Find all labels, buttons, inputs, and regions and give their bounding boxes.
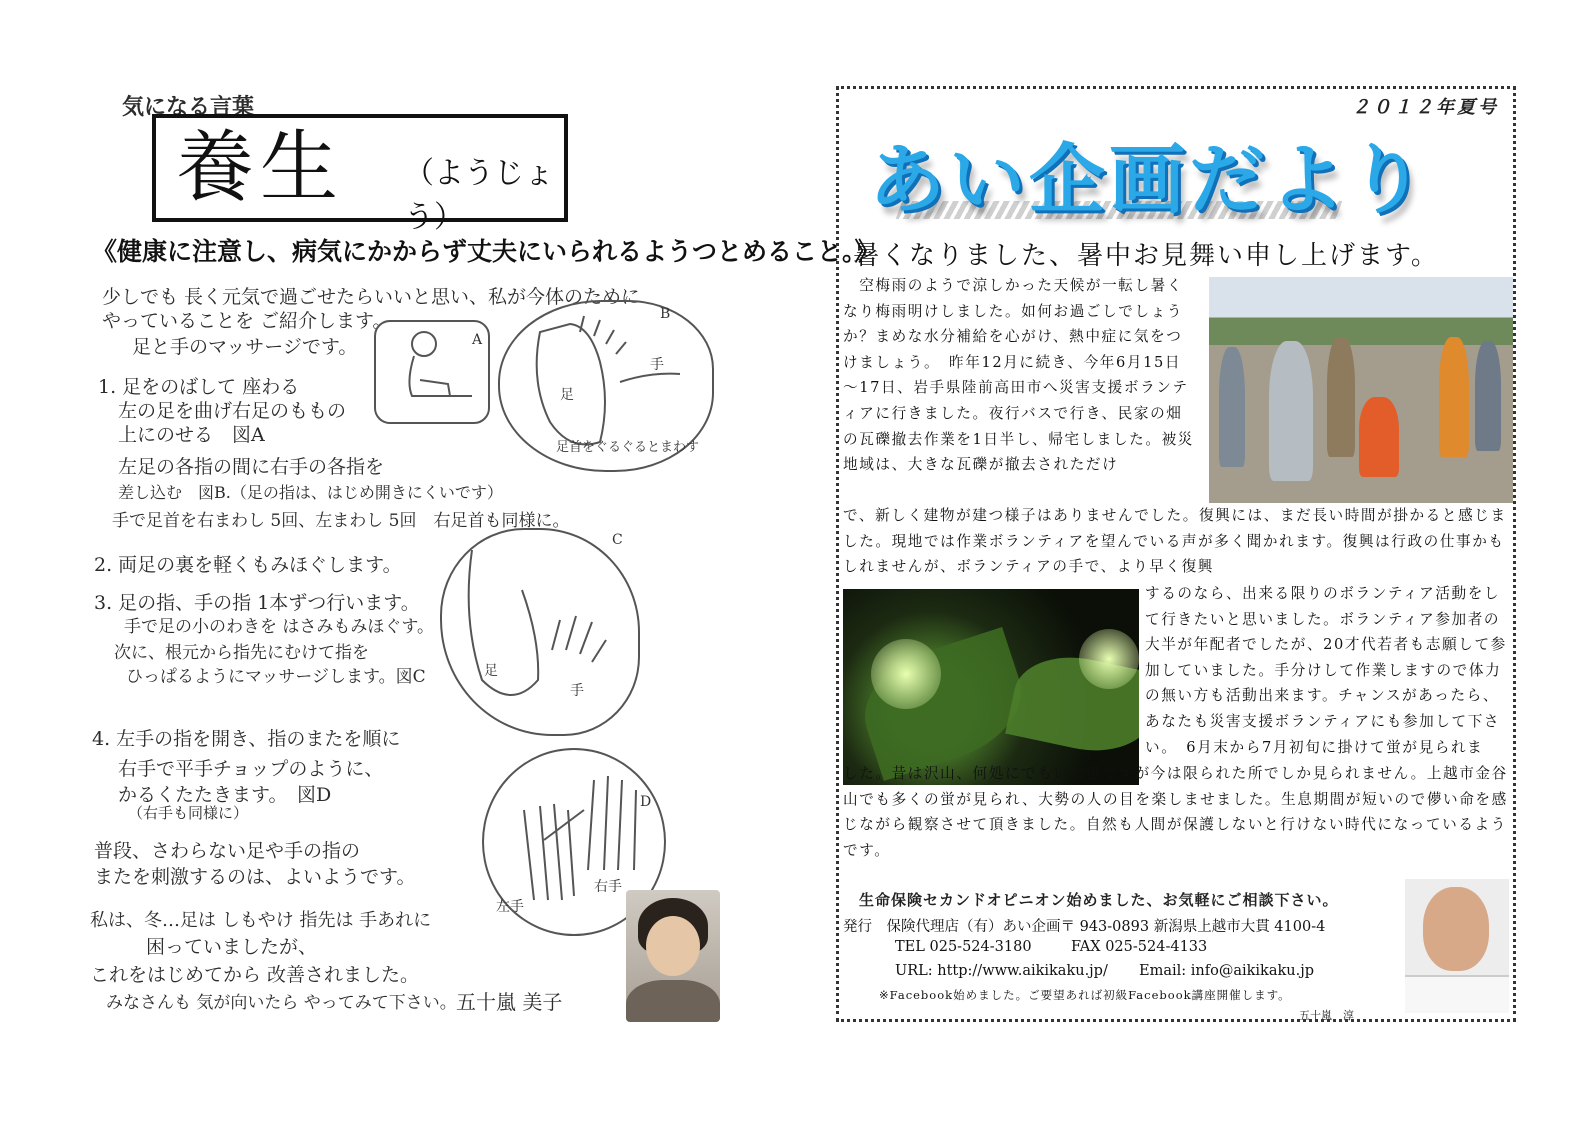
second-opinion-notice: 生命保険セカンドオピニオン始めました、お気軽にご相談下さい。 — [859, 891, 1339, 909]
step4-line: 右手で平手チョップのように、 — [118, 758, 384, 780]
closing-line: 普段、さわらない足や手の指の — [94, 840, 361, 862]
definition: 《健康に注意し、病気にかからず丈夫にいられるようつとめること。》 — [92, 237, 880, 266]
facebook-notice: ※Facebook始めました。ご要望あれば初級Facebook講座開催します。 — [879, 988, 1291, 1002]
step3-line: 手で足の小のわきを はさみもみほぐす。 — [124, 617, 435, 637]
figure-label: 右手 — [594, 879, 622, 895]
step1-line: 左の足を曲げ右足のももの — [118, 400, 347, 422]
toe-massage-icon — [442, 530, 638, 734]
author-photo — [1405, 879, 1509, 1013]
step2-line: 2. 両足の裏を軽くもみほぐします。 — [94, 554, 402, 576]
step1-line: 左足の各指の間に右手の各指を — [118, 456, 385, 478]
kicker: 気になる言葉 — [122, 94, 255, 120]
intro-line: 足と手のマッサージです。 — [132, 336, 358, 358]
figure-label: 手 — [570, 683, 584, 699]
publisher-line: 発行 保険代理店（有）あい企画〒 943-0893 新潟県上越市大貫 4100-4 — [843, 919, 1326, 935]
figure-label: 手 — [650, 357, 664, 373]
firefly-photo — [843, 589, 1139, 785]
figure-c-toe-massage-sketch — [440, 528, 640, 736]
headline: 暑くなりました、暑中お見舞い申し上げます。 — [853, 241, 1439, 271]
step4-line: （右手も同様に） — [128, 804, 249, 822]
intro-line: 少しでも 長く元気で過ごせたらいいと思い、私が今体のために — [102, 286, 641, 308]
closing-line: これをはじめてから 改善されました。 — [90, 964, 420, 986]
title-reading: （ようじょう） — [404, 156, 554, 235]
figure-caption: 足首をぐるぐるとまわす — [556, 440, 700, 455]
title-box — [152, 114, 568, 235]
left-page — [80, 80, 880, 1040]
step1-line: 手で足首を右まわし 5回、左まわし 5回 右足首も同様に。 — [112, 511, 570, 531]
figure-b-foot-hand-sketch — [498, 300, 714, 472]
tel: TEL 025-524-3180 — [895, 939, 1032, 955]
figure-label: C — [612, 532, 623, 548]
email-address[interactable]: Email: info@aikikaku.jp — [1139, 963, 1314, 979]
intro-line: やっていることを ご紹介します。 — [102, 310, 392, 332]
closing-line: みなさんも 気が向いたら やってみて下さい。 — [106, 993, 457, 1013]
author-name: 五十嵐 美子 — [456, 990, 563, 1014]
fax: FAX 025-524-4133 — [1071, 939, 1208, 955]
figure-label: D — [640, 794, 652, 810]
author-name: 五十嵐 淳 — [1299, 1009, 1354, 1022]
step1-line: 上にのせる 図A — [118, 424, 265, 446]
step3-line: ひっぱるようにマッサージします。図C — [126, 667, 426, 687]
step4-line: かるくたたきます。 図D — [118, 784, 332, 806]
step3-line: 3. 足の指、手の指 1本ずつ行います。 — [94, 592, 420, 614]
newsletter-page — [836, 86, 1516, 1022]
step3-line: 次に、根元から指先にむけて指を — [114, 643, 369, 663]
article-paragraph: 空梅雨のようで涼しかった天候が一転し暑くなり梅雨明けしました。如何お過ごしでしょうか？まめな水分補給を心がけ、熱中症に気をつけましょう。 昨年12月に続き、今年6月15日～17日、岩手県陸前高田市へ災害支援ボランティアに行きました。夜行バスで行き、民家の畑の瓦礫撤去作業を1日半し、帰宅しました。被災地域は、大きな瓦礫が撤去されただけ — [843, 277, 1194, 474]
figure-label: 足 — [560, 387, 574, 403]
author-photo — [626, 890, 720, 1022]
page-title: 養生 — [176, 123, 345, 213]
figure-label: 足 — [484, 663, 498, 679]
closing-line: 私は、冬…足は しもやけ 指先は 手あれに — [90, 910, 432, 931]
figure-a-sitting-sketch — [374, 320, 490, 424]
issue-label: ２０１２年夏号 — [1352, 97, 1499, 118]
article-paragraph: するのなら、出来る限りのボランティア活動をして行きたいと思いました。ボランティア参加者の大半が年配者でしたが、20才代若者も志願して参加していました。手分けして作業しますので体力の無い方も活動出来ます。チャンスがあったら、あなたも災害支援ボランティアにも参加して下さい。 6月末から7月初旬に掛けて蛍が見られま — [1145, 585, 1507, 756]
closing-line: 困っていましたが、 — [146, 936, 318, 958]
volunteer-photo — [1209, 277, 1513, 503]
website-url[interactable]: URL: http://www.aikikaku.jp/ — [895, 963, 1108, 979]
step4-line: 4. 左手の指を開き、指のまたを順に — [92, 728, 401, 750]
figure-label: A — [472, 332, 483, 348]
step1-line: 1. 足をのばして 座わる — [98, 376, 300, 398]
article-paragraph: した。昔は沢山、何処にでもいた蛍ですが今は限られた所でしか見られません。上越市金谷山でも多くの蛍が見られ、大勢の人の目を楽しませました。生息期間が短いので儚い命を感じながら観察させて頂きました。自然も人間が保護しないと行けない時代になっているようです。 — [843, 765, 1508, 859]
figure-label: 左手 — [496, 899, 524, 915]
figure-label: B — [660, 306, 671, 322]
masthead: あい企画だより — [869, 135, 1429, 224]
closing-line: またを刺激するのは、よいようです。 — [94, 866, 416, 888]
step1-line: 差し込む 図B.（足の指は、はじめ開きにくいです） — [118, 483, 503, 502]
article-paragraph: で、新しく建物が建つ様子はありませんでした。復興には、まだ長い時間が掛かると感じました。現地では作業ボランティアを望んでいる声が多く聞かれます。復興は行政の仕事かもしれませんが、ボランティアの手で、より早く復興 — [843, 507, 1507, 576]
